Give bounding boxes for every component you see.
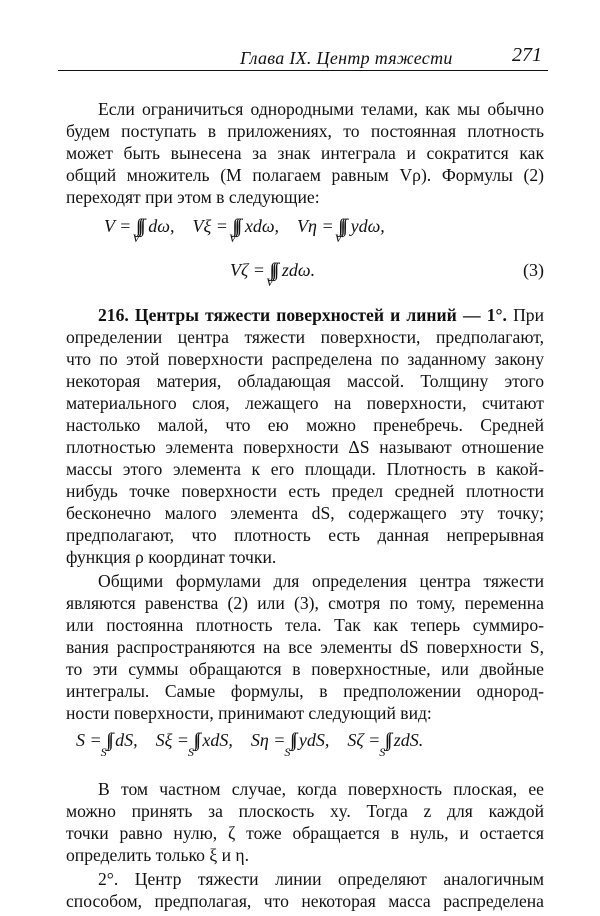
paragraph-line: бесконечно малого элемента dS, содержащего эту точку; <box>66 503 544 523</box>
paragraph-line: вания распространяются на все элементы dS поверхности S, <box>66 637 544 657</box>
paragraph-line: нибудь точке поверхности есть предел средней плотности <box>66 481 544 501</box>
paragraph-line: точки равно нулю, ζ тоже обращается в нуль, и остается <box>66 823 544 843</box>
paragraph-line: настолько малой, что ею можно пренебречь. Средней <box>66 415 544 435</box>
paragraph-line: или постоянна плотность тела. Так как теперь суммиро- <box>66 615 544 635</box>
paragraph-line: будем поступать в приложениях, то постоянная плотность <box>66 121 544 141</box>
paragraph-line: переходят при этом в следующие: <box>66 187 320 207</box>
paragraph-line: материального слоя, лежащего на поверхности, считают <box>66 393 544 413</box>
formula-3-line-1 <box>104 214 385 245</box>
paragraph-line: определить только ξ и η. <box>66 845 249 865</box>
formula-term: $S\eta = \int\int_S$ ydS, <box>250 730 330 759</box>
paragraph-line: 2°. Центр тяжести линии определяют аналогичным <box>98 869 544 889</box>
paragraph-line: то эти суммы обращаются в поверхностные, или двойные <box>66 659 544 679</box>
formula-term: $S = \int\int_S$ dS, <box>76 730 138 759</box>
formula-3-line-2: $V\zeta = \int\int\int_V$ zdω. <box>230 260 316 289</box>
formula-surface <box>76 728 424 759</box>
paragraph-line: Общими формулами для определения центра тяжести <box>98 571 544 591</box>
page-number: 271 <box>512 44 542 66</box>
paragraph-line: некоторая материя, обладающая массой. Толщину этого <box>66 371 544 391</box>
paragraph-text: При <box>513 305 544 325</box>
formula-term: $S\zeta = \int\int_S$ zdS. <box>347 730 424 759</box>
paragraph-line: массы этого элемента к его площади. Плотность в какой- <box>66 459 544 479</box>
paragraph-line: общий множитель (M полагаем равным Vρ). Формулы (2) <box>66 165 544 185</box>
page-header <box>58 44 548 71</box>
formula-term: $V\xi = \int\int\int_V$ xdω, <box>192 216 280 245</box>
paragraph-line: что по этой поверхности распределена по заданному закону <box>66 349 544 369</box>
paragraph-line: интегралы. Самые формулы, в предположении однород- <box>66 681 544 701</box>
running-title: Глава IX. Центр тяжести <box>240 48 453 68</box>
paragraph-line: может быть вынесена за знак интеграла и сократится как <box>66 143 544 163</box>
paragraph-line: можно принять за плоскость xy. Тогда z для каждой <box>66 801 544 821</box>
formula-term: $V = \int\int\int_V$ dω, <box>104 216 175 245</box>
equation-number: (3) <box>523 260 544 280</box>
paragraph-line: определении центра тяжести поверхности, предполагают, <box>66 327 544 347</box>
paragraph-line: способом, предполагая, что некоторая масса распределена <box>66 891 544 911</box>
paragraph-line: Если ограничиться однородными телами, как мы обычно <box>98 99 544 119</box>
paragraph-line: являются равенства (2) или (3), смотря по тому, переменна <box>66 593 544 613</box>
paragraph-line: В том частном случае, когда поверхность плоская, ее <box>98 779 544 799</box>
paragraph-line: ности поверхности, принимают следующий вид: <box>66 703 432 723</box>
paragraph-line: функция ρ координат точки. <box>66 547 277 567</box>
formula-term: $V\eta = \int\int\int_V$ ydω, <box>297 216 385 245</box>
paragraph-line: плотностью элемента поверхности ΔS называют отношение <box>66 437 544 457</box>
formula-term: $S\xi = \int\int_S$ xdS, <box>155 730 233 759</box>
section-heading: 216. Центры тяжести поверхностей и линий — 1°. <box>98 305 507 325</box>
paragraph-line: предполагают, что плотность есть данная непрерывная <box>66 525 544 545</box>
section-heading-line <box>98 304 544 326</box>
